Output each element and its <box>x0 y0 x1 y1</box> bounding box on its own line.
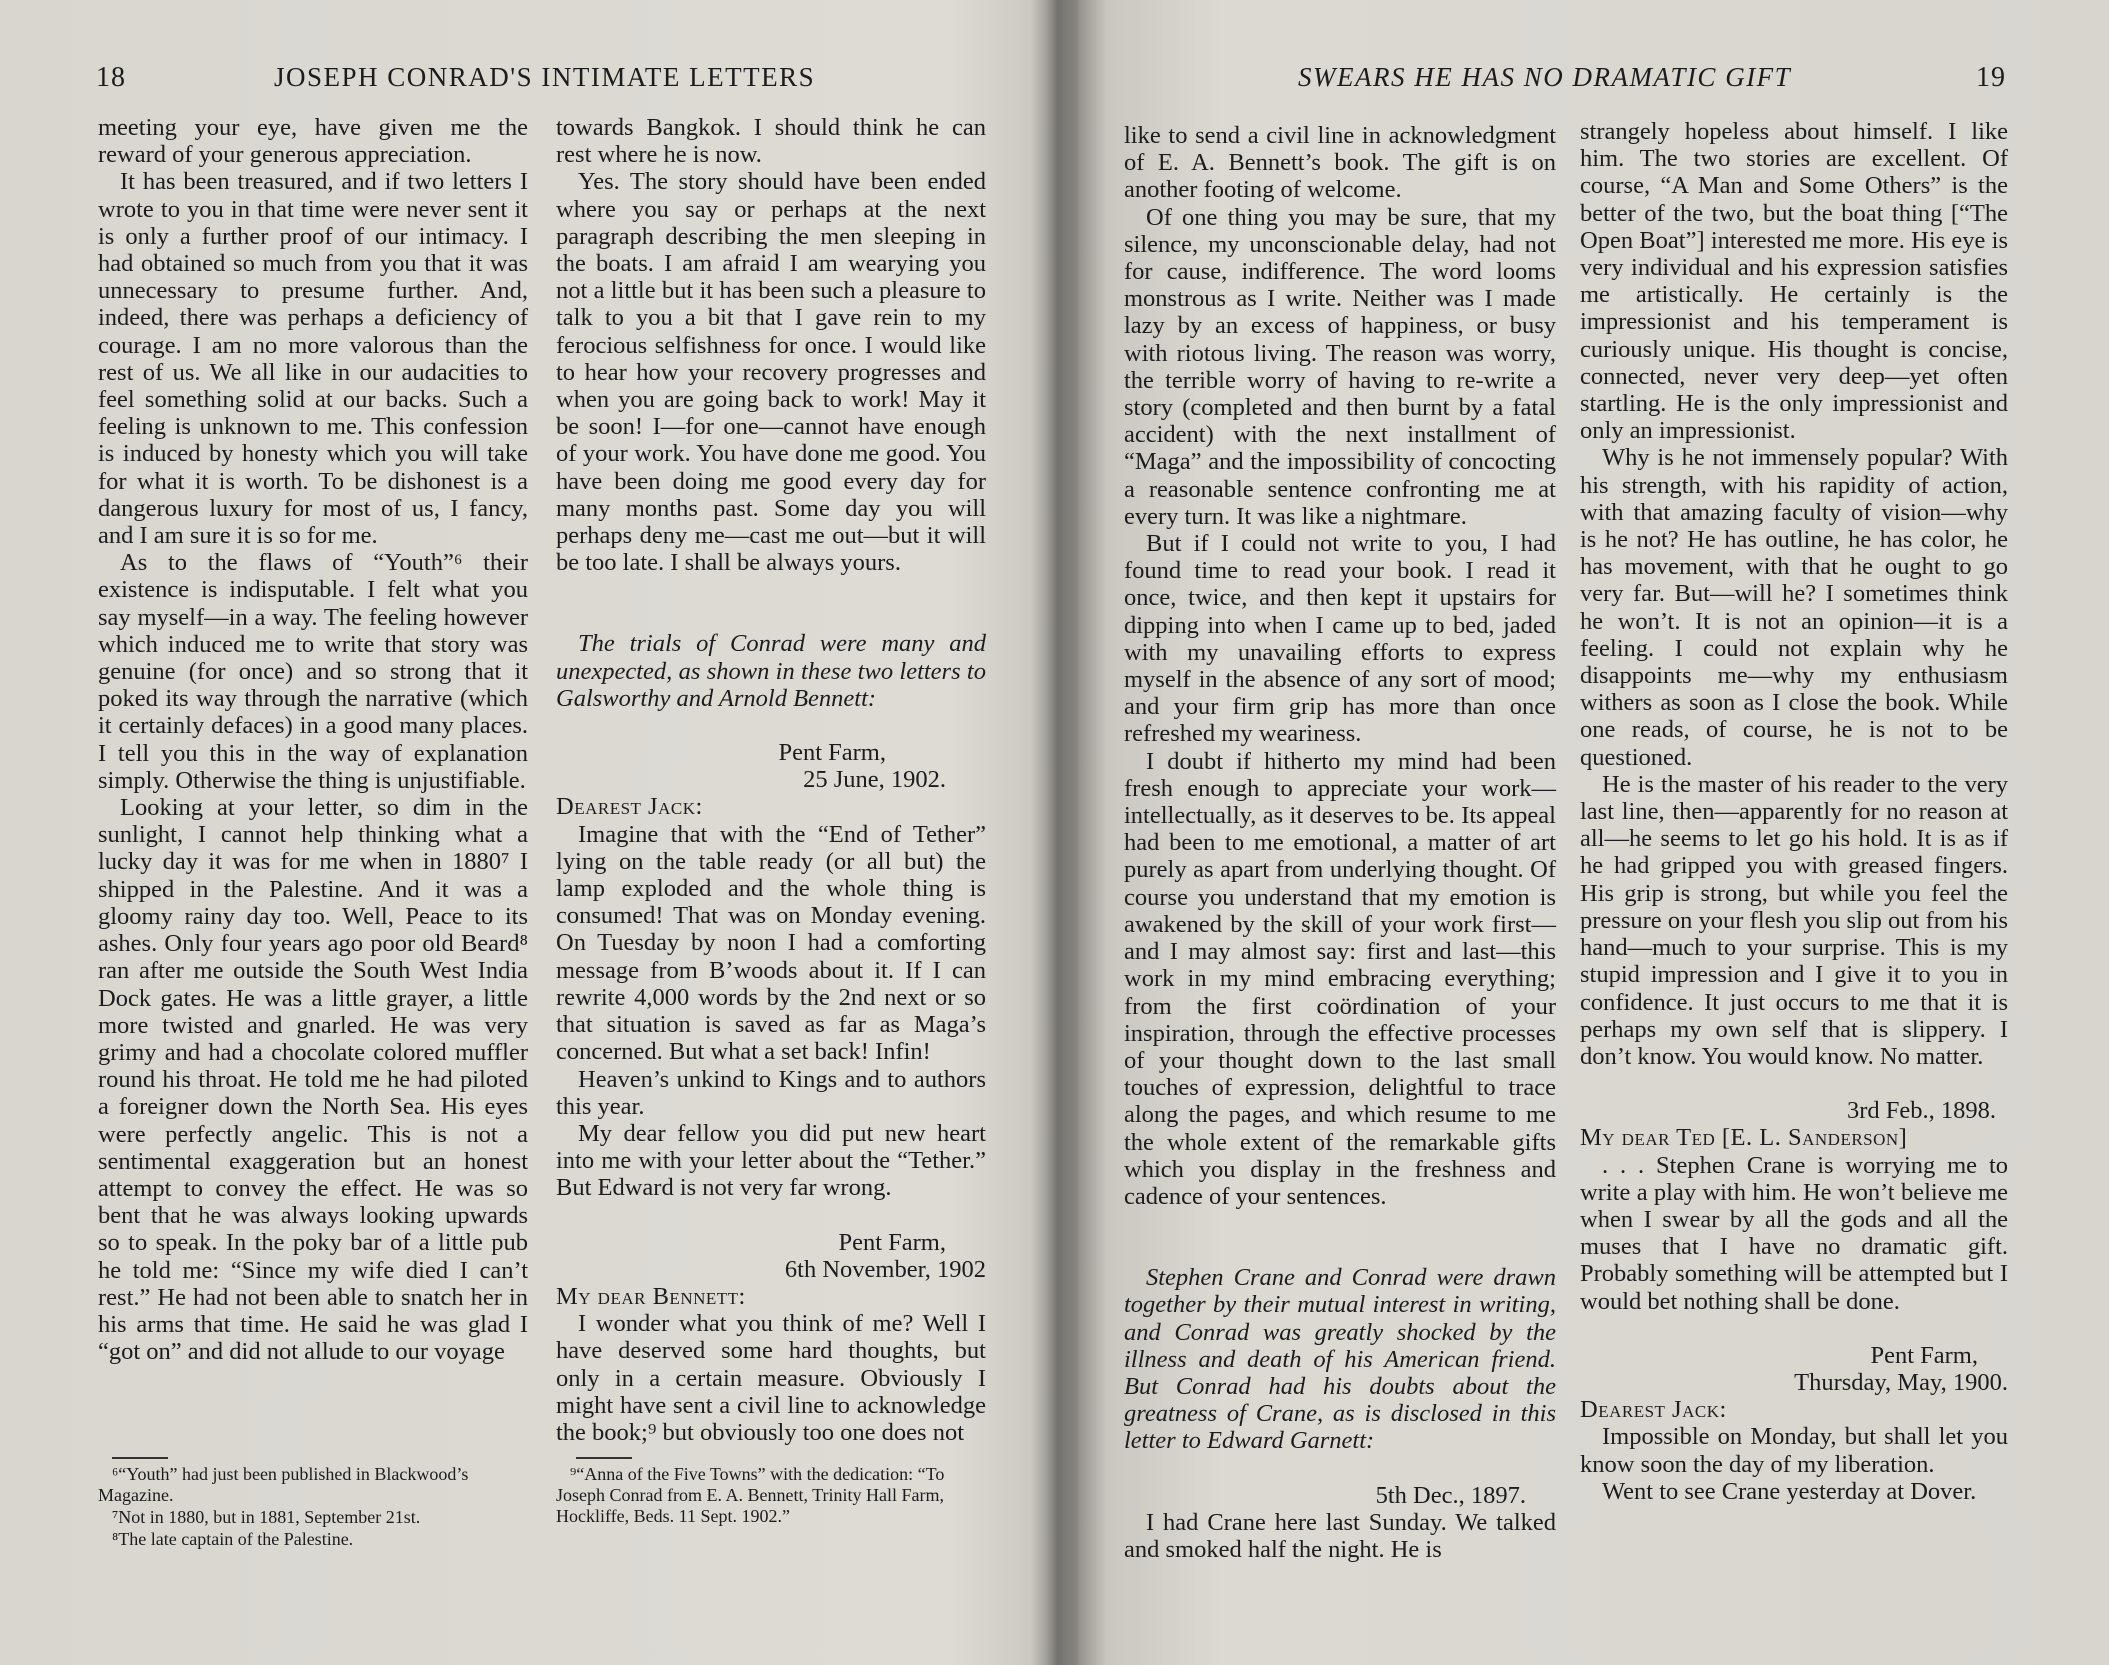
spacer <box>556 1202 986 1229</box>
footnotes-left-col1 <box>98 1464 528 1551</box>
letter-address: Pent Farm, <box>1870 1341 1978 1369</box>
paragraph: Of one thing you may be sure, that my silence, my unconscionable delay, had not for cause, indifference. The word looms monstrous as I write. Neither was I made lazy by an excess of happiness, or busy with riotous living. The reason was worry, the terrible worry of having to re-write a story (completed and then burnt by a fatal accident) with the next installment of “Maga” and the impossibility of concocting a reasonable sentence confronting me at every turn. It was like a nightmare. <box>1124 203 1556 530</box>
paragraph: My dear fellow you did put new heart into me with your letter about the “Tether.” But Edward is not very far wrong. <box>556 1119 986 1202</box>
letter-date: 3rd Feb., 1898. <box>1846 1097 1996 1125</box>
spacer <box>1124 1210 1556 1264</box>
letter-date: 6th November, 1902 <box>784 1255 986 1283</box>
paragraph: As to the flaws of “Youth”⁶ their existence is indisputable. I felt what you say myself—in a way. The feeling however which induced me to write that story was genuine (for once) and so strong that it poked its way through the narrative (which it certainly defaces) in a good many places. I tell you this in the way of explanation simply. Otherwise the thing is unjustifiable. <box>98 549 528 794</box>
letter-salutation: Dearest Jack: <box>556 793 703 821</box>
paragraph: Imagine that with the “End of Tether” lying on the table ready (or all but) the lamp exploded and the whole thing is consumed! That was on Monday evening. On Tuesday by noon I had a comforting message from B’woods about it. If I can rewrite 4,000 words by the 2nd next or so that situation is saved as far as Maga’s concerned. But what a set back! Infin! <box>556 820 986 1066</box>
page-number-left: 18 <box>96 62 126 93</box>
paragraph: Why is he not immensely popular? With his strength, with his rapidity of action, with that amazing faculty of vision—why is he not? He has outline, he has color, he has movement, with that he ought to go very far. But—will he? I sometimes think he won’t. It is not an opinion—it is a feeling. I could not explain why he disappoints me—why my enthusiasm withers as soon as I close the book. While one reads, of course, he is not to be questioned. <box>1580 444 2008 771</box>
right-column-2 <box>1580 118 2008 1505</box>
editor-intro: Stephen Crane and Conrad were drawn together by their mutual interest in writing, and Conrad was greatly shocked by the illness and death of his American friend. But Conrad had his doubts about the greatness of Crane, as is disclosed in this letter to Edward Garnett: <box>1124 1264 1556 1455</box>
right-page <box>1060 0 2109 1665</box>
paragraph: like to send a civil line in acknowledgment of E. A. Bennett’s book. The gift is on another footing of welcome. <box>1124 122 1556 204</box>
left-page <box>0 0 1040 1665</box>
letter-salutation: My dear Bennett: <box>556 1282 746 1310</box>
footnote-rule <box>576 1457 632 1459</box>
paragraph: . . . Stephen Crane is worrying me to write a play with him. He won’t believe me when I swear by all the gods and all the muses that I have no dramatic gift. Probably something will be attempted but I would bet nothing shall be done. <box>1580 1151 2008 1315</box>
running-head-right: SWEARS HE HAS NO DRAMATIC GIFT <box>1298 62 1792 92</box>
paragraph: He is the master of his reader to the very last line, then—apparently for no reason at all—he seems to let go his hold. It is as if he had gripped you with greased fingers. His grip is strong, but while you feel the pressure on your flesh you slip out from his hand—much to your surprise. This is my stupid impression and I give it to you in confidence. It just occurs to me that it is perhaps my own self that is slippery. I don’t know. You would know. No matter. <box>1580 770 2008 1070</box>
paragraph: I doubt if hitherto my mind had been fresh enough to appreciate your work—intellectually, as it deserves to be. Its appeal had been to me emotional, a matter of art purely as apart from underlying thought. Of course you understand that my emotion is awakened by the skill of your work first—and I may almost say: first and last—this work in my mind embracing everything; from the first coördination of your inspiration, through the effective processes of your thought down to the last small touches of expression, delightful to trace along the pages, and which resume to me the whole extent of the remarkable gifts which you display in the freshness and cadence of your sentences. <box>1124 747 1556 1210</box>
paragraph: strangely hopeless about himself. I like him. The two stories are excellent. Of course, “A Man and Some Others” is the better of the two, but the boat thing [“The Open Boat”] interested me more. His eye is very individual and his expression satisfies me artistically. He certainly is the impressionist and his temperament is curiously unique. His thought is concise, connected, never very deep—yet often startling. He is the only impressionist and only an impressionist. <box>1580 118 2008 445</box>
paragraph: I had Crane here last Sunday. We talked and smoked half the night. He is <box>1124 1508 1556 1563</box>
paragraph: It has been treasured, and if two letters I wrote to you in that time were never sent it is only a further proof of our intimacy. I had obtained so much from you that it was unnecessary to presume further. And, indeed, there was perhaps a deficiency of courage. I am no more valorous than the rest of us. We all like in our audacities to feel something solid at our backs. Such a feeling is unknown to me. This confession is induced by honesty which you will take for what it is worth. To be dishonest is a dangerous luxury for most of us, I fancy, and I am sure it is so for me. <box>98 168 528 550</box>
left-column-2 <box>556 114 986 1446</box>
footnote: ⁹“Anna of the Five Towns” with the dedication: “To Joseph Conrad from E. A. Bennett, Trinity Hall Farm, Hockliffe, Beds. 11 Sept. 1902.” <box>556 1464 945 1526</box>
paragraph: Impossible on Monday, but shall let you know soon the day of my liberation. <box>1580 1423 2008 1478</box>
paragraph: Looking at your letter, so dim in the sunlight, I cannot help thinking what a lucky day it was for me when in 1880⁷ I shipped in the Palestine. And it was a gloomy rainy day too. Well, Peace to its ashes. Only four years ago poor old Beard⁸ ran after me outside the South West India Dock gates. He was a little grayer, a little more twisted and gnarled. He was very grimy and had a chocolate colored muffler round his throat. He told me he had piloted a foreigner down the North Sea. His eyes were perfectly angelic. This is not a sentimental exaggeration but an honest attempt to convey the effect. He was so bent that he was always looking upwards so to speak. In the poky bar of a little pub he told me: “Since my wife died I can’t rest.” He had not been able to snatch her in his arms that time. He said he was glad I “got on” and did not allude to our voyage <box>98 794 528 1366</box>
letter-address: Pent Farm, <box>778 739 886 767</box>
paragraph: But if I could not write to you, I had found time to read your book. I read it once, twice, and then kept it upstairs for dipping into when I came up to bed, jaded with my unavailing efforts to express myself in the absence of any sort of mood; and your firm grip has more than once refreshed my weariness. <box>1124 530 1556 748</box>
letter-date: 25 June, 1902. <box>803 766 946 794</box>
paragraph: Heaven’s unkind to Kings and to authors this year. <box>556 1065 986 1120</box>
right-column-1 <box>1124 122 1556 1563</box>
letter-address: Pent Farm, <box>838 1228 946 1256</box>
footnote: ⁷Not in 1880, but in 1881, September 21st. <box>112 1507 421 1527</box>
paragraph: Went to see Crane yesterday at Dover. <box>1602 1477 1977 1505</box>
running-head-left: JOSEPH CONRAD'S INTIMATE LETTERS <box>274 62 816 92</box>
spacer <box>1580 1070 2008 1097</box>
paragraph: meeting your eye, have given me the reward of your generous appreciation. <box>98 114 528 169</box>
spacer <box>1580 1315 2008 1342</box>
letter-salutation: My dear Ted [E. L. Sanderson] <box>1580 1124 1908 1152</box>
paragraph: I wonder what you think of me? Well I have deserved some hard thoughts, but only in a certain measure. Obviously I might have sent a civil line to acknowledge the book;⁹ but obviously too one does not <box>556 1310 986 1446</box>
left-column-1 <box>98 114 528 1365</box>
spacer <box>556 576 986 630</box>
page-number-right: 19 <box>1976 62 2006 93</box>
letter-salutation: Dearest Jack: <box>1580 1396 1727 1424</box>
editor-intro: The trials of Conrad were many and unexpected, as shown in these two letters to Galsworthy and Arnold Bennett: <box>556 630 986 712</box>
spacer <box>556 712 986 739</box>
footnote: ⁶“Youth” had just been published in Blackwood’s Magazine. <box>98 1464 469 1505</box>
footnotes-left-col2 <box>556 1464 986 1528</box>
footnote-rule <box>112 1457 168 1459</box>
paragraph: towards Bangkok. I should think he can rest where he is now. <box>556 114 986 169</box>
spacer <box>1124 1455 1556 1482</box>
letter-date: 5th Dec., 1897. <box>1375 1481 1526 1509</box>
letter-date: Thursday, May, 1900. <box>1794 1368 2008 1396</box>
footnote: ⁸The late captain of the Palestine. <box>112 1529 354 1549</box>
paragraph: Yes. The story should have been ended where you say or perhaps at the next paragraph describing the men sleeping in the boats. I am afraid I am wearying you not a little but it has been such a pleasure to talk to you a bit that I gave rein to my ferocious selfishness for once. I would like to hear how your recovery progresses and when you are going back to work! May it be soon! I—for one—cannot have enough of your work. You have done me good. You have been doing me good every day for many months past. Some day you will perhaps deny me—cast me out—but it will be too late. I shall be always yours. <box>556 168 986 577</box>
